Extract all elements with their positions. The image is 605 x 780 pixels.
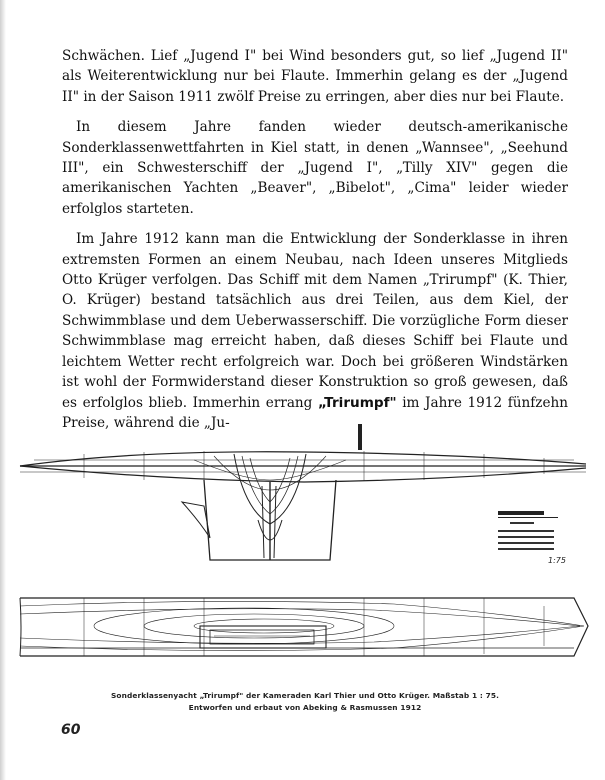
figure-caption [40,690,570,714]
paragraph-text-segment: In diesem Jahre fanden wieder deutsch-amerikanische Sonderklassenwettfahrten in Kiel statt, in denen „Wannsee", „Seehund III", ein Schwesterschiff der „Jugend I", „Tilly XIV" gegen die amerikanischen Yachten „Beaver", „Bibelot", „Cima" leider wieder erfolglos starteten. [62,119,568,217]
scale-row [498,536,554,538]
caption-line-1: Sonderklassenyacht „Trirumpf" der Kameraden Karl Thier und Otto Krüger. Maßstab 1 : 75. [111,691,499,700]
paragraph-3 [62,229,568,433]
paragraph-text-segment: Im Jahre 1912 kann man die Entwicklung der Sonderklasse in ihren extremsten Formen an einem Neubau, nach Ideen unseres Mitglieds Otto Krüger verfolgen. Das Schiff mit dem Namen „Trirumpf" (K. Thier, O. Krüger) bestand tatsächlich aus drei Teilen, aus dem Kiel, der Schwimmblase und dem Ueberwasserschiff. Die vorzügliche Form dieser Schwimmblase mag erreicht haben, daß dieses Schiff bei Flaute und leichtem Wetter recht erfolgreich war. Doch bei größeren Windstärken ist wohl der Formwiderstand dieser Konstruktion so groß gewesen, daß es erfolglos blieb. Immerhin errang [62,231,568,411]
body-text [62,46,568,443]
scale-row [498,530,554,532]
paragraph-text-segment: im Jahre 1912 fünfzehn Preise, während die „Ju- [62,394,568,431]
paragraph-2 [62,117,568,219]
scale-title-bar [498,511,544,515]
paragraph-text-segment: Schwächen. Lief „Jugend I" bei Wind besonders gut, so lief „Jugend II" als Weiterentwicklung nur bei Flaute. Immerhin gelang es der „Jugend II" in der Saison 1911 zwölf Preise zu erringen, aber dies nur bei Flaute. [62,48,568,105]
paragraph-text-segment: „Trirumpf" [318,394,397,411]
caption-line-2: Entworfen und erbaut von Abeking & Rasmussen 1912 [188,703,422,712]
scale-row [498,542,554,544]
scale-number: 1:75 [548,556,566,565]
page-number: 60 [61,722,81,738]
paragraph-1 [62,46,568,107]
scale-row [510,522,534,524]
mast-stub [358,424,362,450]
scale-row [498,548,554,550]
page-edge-shadow [0,0,6,780]
scale-legend [490,508,570,568]
plan-view [20,598,588,656]
